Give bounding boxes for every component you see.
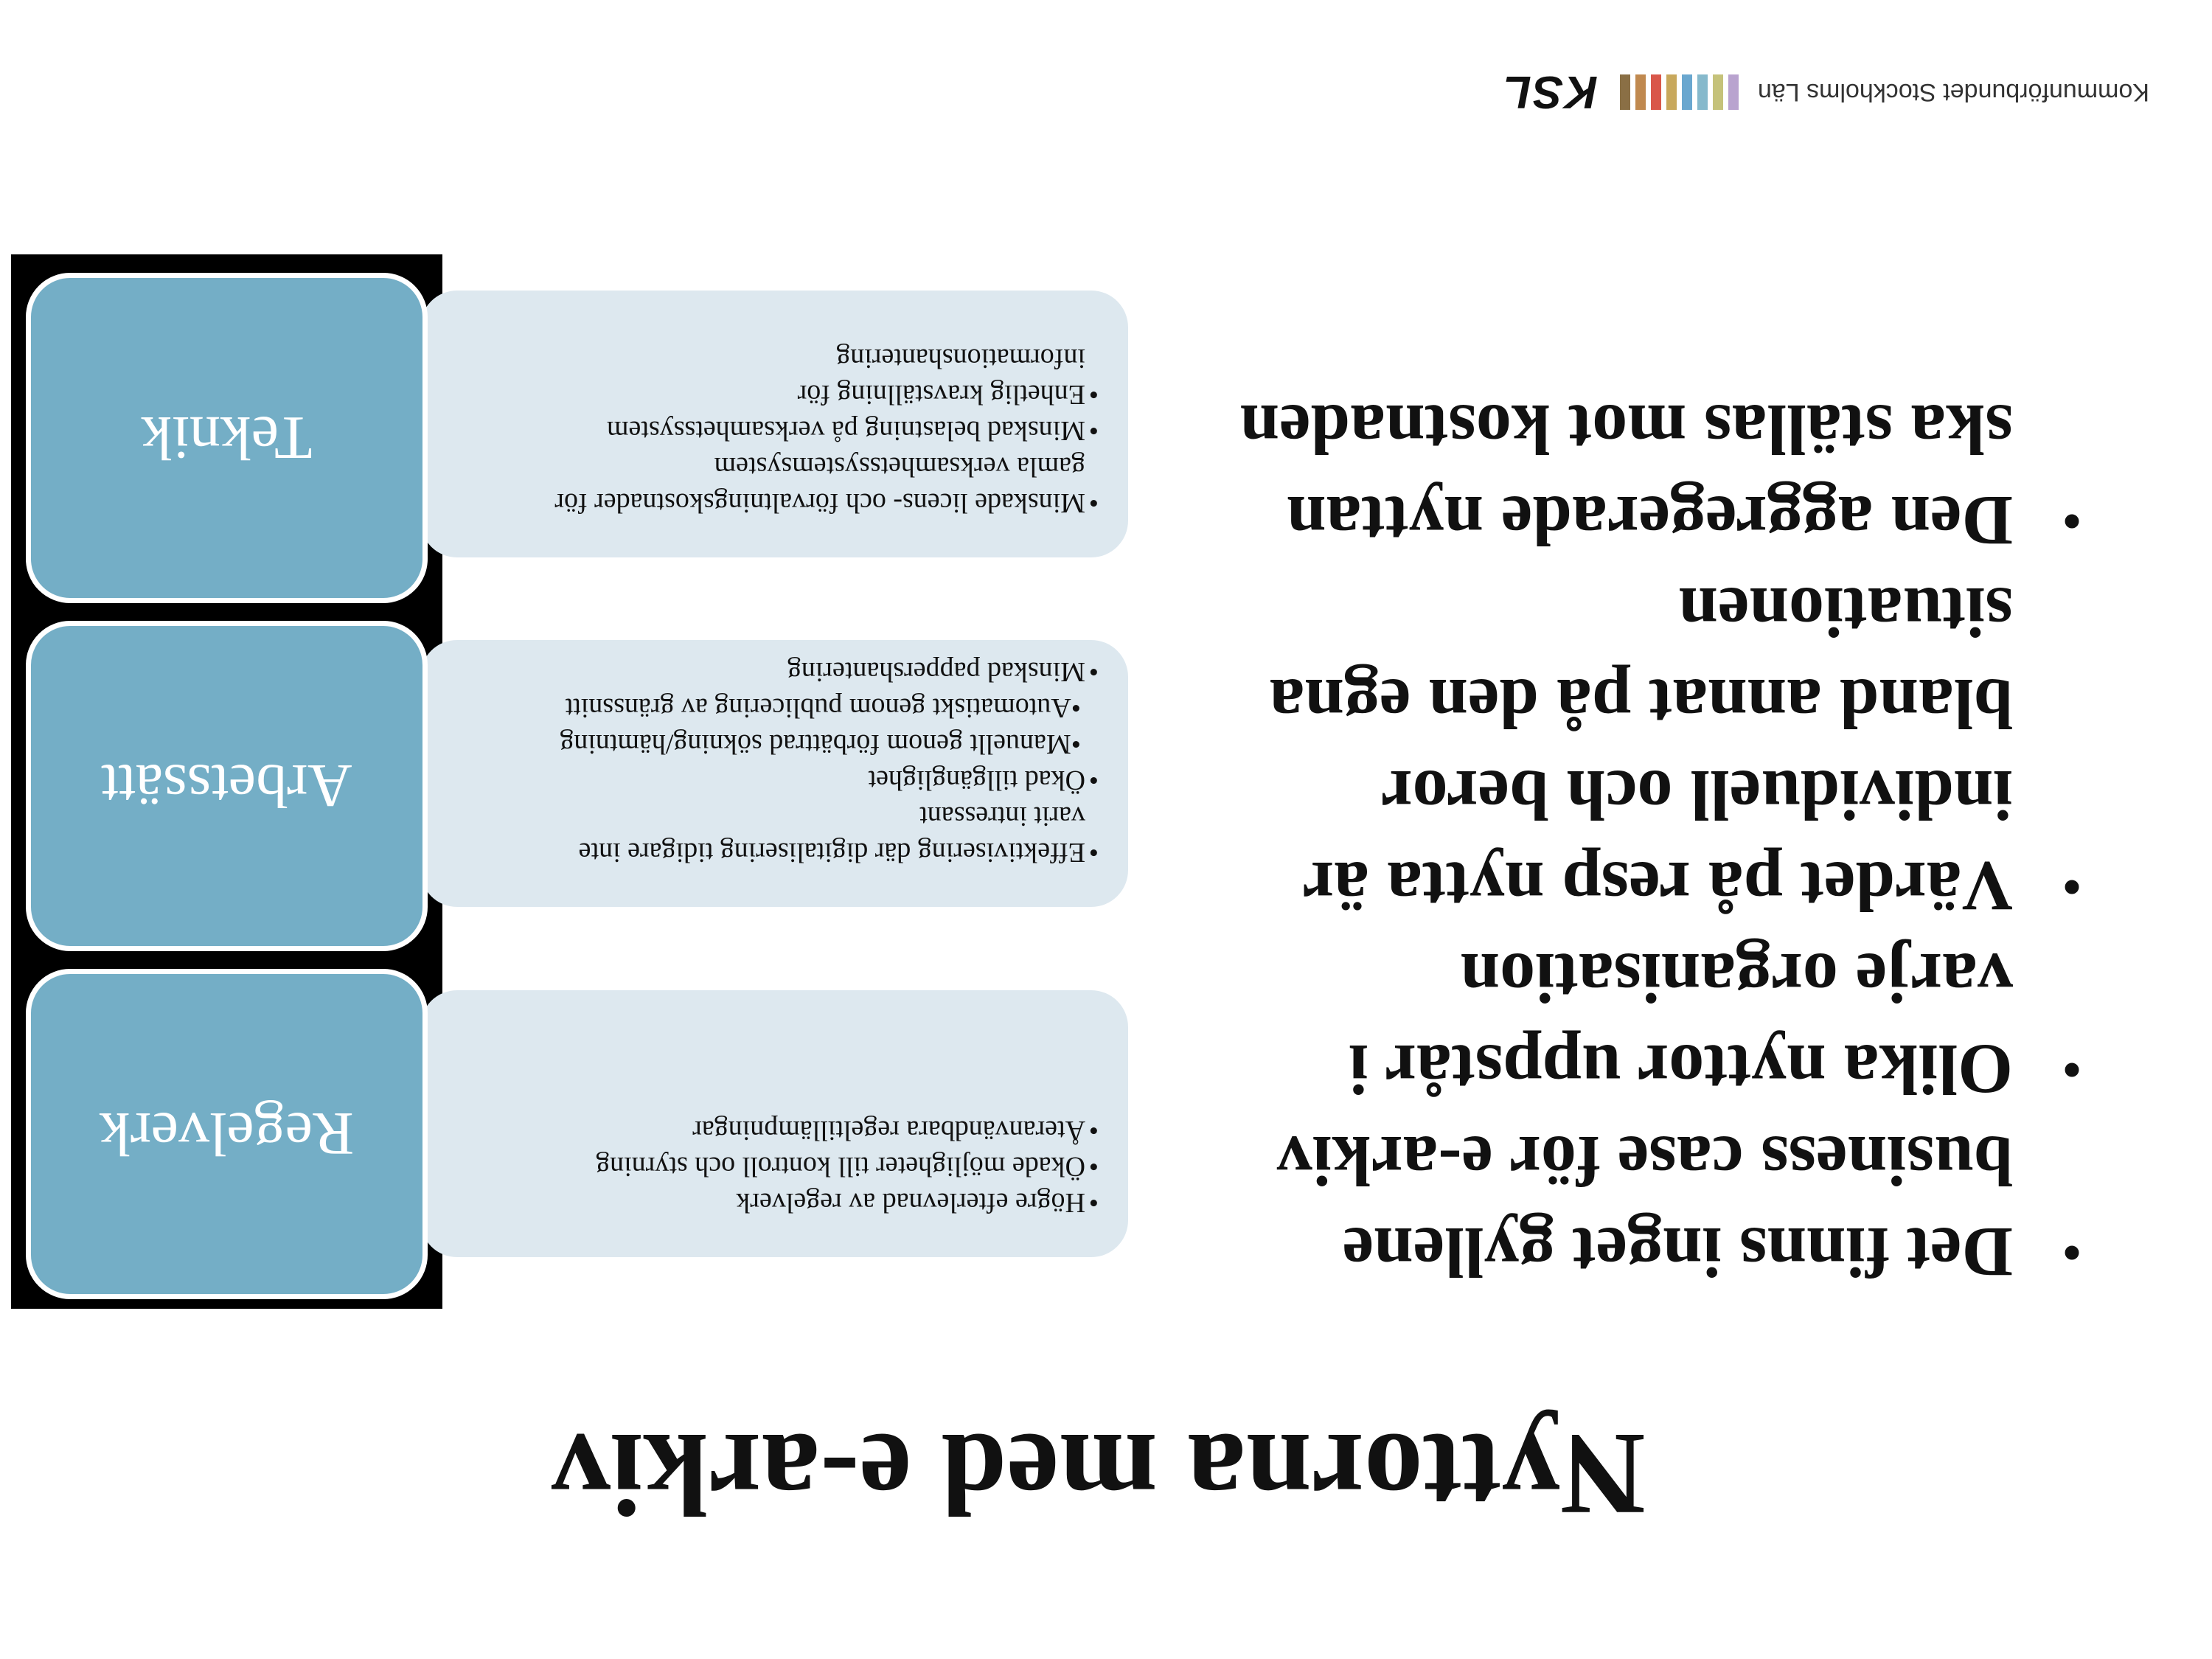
bullet-item — [1158, 383, 2101, 566]
bullet-line: Den aggregerade nyttan — [1287, 481, 2013, 560]
category-item: • Enhetlig kravställning för — [450, 376, 1099, 412]
bullet-line: individuell och beror — [1380, 756, 2013, 835]
logo-stripe — [1620, 74, 1630, 110]
category-subitem: •Automatiskt genom publicering av gränssnitt — [565, 692, 1081, 723]
logo-stripe — [1713, 74, 1723, 110]
ksl-logo — [1486, 63, 2149, 122]
bullet-item — [1158, 566, 2101, 932]
category-item: gamla verksamhetssystemsystem — [714, 451, 1085, 482]
bullet-line: Olika nyttor uppstår i — [1349, 1030, 2013, 1109]
bullet-item — [1158, 1115, 2101, 1298]
bullet-line: bland annat på den egna — [1269, 664, 2013, 743]
bullet-icon: • — [2062, 493, 2081, 549]
category-item: • Ökade möjligheter till kontroll och styrning — [450, 1148, 1099, 1184]
category-item: • Minskad pappershantering — [450, 653, 1099, 689]
logo-stripes — [1620, 74, 1739, 110]
bullet-line: business case för e-arkiv — [1276, 1121, 2013, 1200]
logo-stripe — [1635, 74, 1646, 110]
bullet-line: Värdet på resp nytta är — [1302, 847, 2013, 926]
category-tile-teknik: Teknik — [26, 273, 428, 603]
category-list — [450, 340, 1099, 521]
category-item: • Effektivisering där digitalisering tidigare inte — [450, 834, 1099, 870]
category-item: • Återanvändbara regeltillämpningar — [450, 1112, 1099, 1148]
bullet-item — [1158, 932, 2101, 1115]
category-item: varit intressant — [919, 801, 1085, 832]
bullet-icon: • — [2062, 1224, 2081, 1281]
bullet-line: Det finns inget gyllene — [1342, 1213, 2013, 1292]
category-list — [450, 653, 1099, 870]
category-card-teknik — [420, 291, 1128, 557]
logo-stripe — [1682, 74, 1692, 110]
category-card-arbetssatt — [420, 640, 1128, 907]
logo-stripe — [1651, 74, 1661, 110]
logo-stripe — [1697, 74, 1708, 110]
category-tile-regelverk: Regelverk — [26, 969, 428, 1299]
bullet-icon: • — [2062, 1041, 2081, 1098]
category-item: • Minskad belastning på verksamhetssystem — [450, 412, 1099, 448]
bullet-line: ska ställas mot kostnaden — [1239, 390, 2013, 469]
category-subitem: •Manuellt genom förbättrad sökning/hämtning — [560, 728, 1081, 759]
slide-title: Nyttorna med e-arkiv — [551, 1409, 1646, 1540]
category-item: • Högre efterlevnad av regelverk — [450, 1184, 1099, 1220]
bullet-icon: • — [2062, 858, 2081, 915]
logo-stripe — [1728, 74, 1739, 110]
logo-mark: KSL — [1501, 66, 1598, 118]
category-tile-arbetssatt: Arbetssätt — [26, 621, 428, 951]
logo-stripe — [1666, 74, 1677, 110]
category-card-regelverk — [420, 990, 1128, 1257]
category-list — [450, 1112, 1099, 1220]
category-item: informationshantering — [836, 343, 1085, 374]
bullet-line: varje organisation — [1460, 939, 2013, 1018]
bullet-list — [1158, 383, 2101, 1298]
category-item: • Ökad tillgänglighet — [450, 762, 1099, 798]
logo-organization-name: Kommunförbundet Stockholms Län — [1757, 78, 2149, 107]
bullet-line: situationen — [1678, 573, 2013, 652]
category-item: • Minskade licens- och förvaltningskostnader för — [450, 484, 1099, 521]
